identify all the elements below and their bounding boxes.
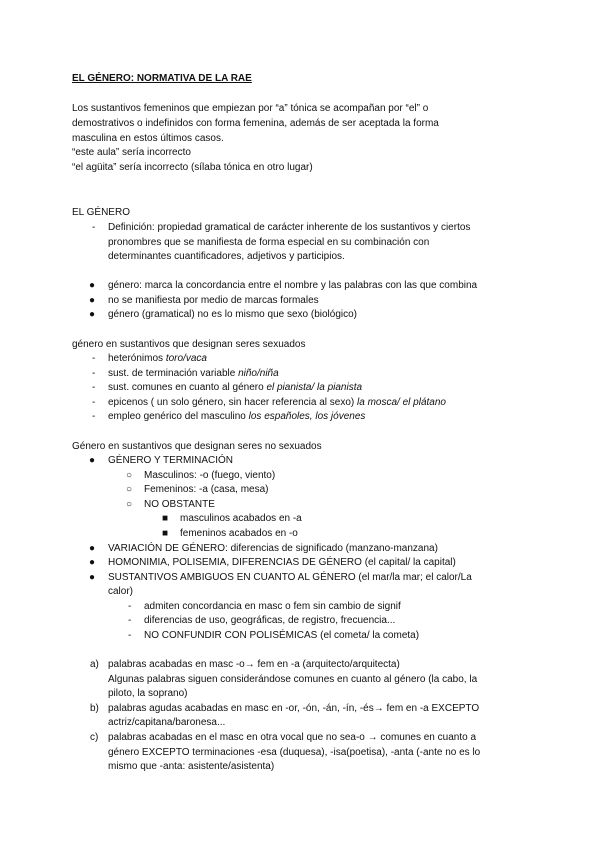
list-item: mismo que -anta: asistente/asistenta) <box>108 761 275 772</box>
list-item: género EXCEPTO terminaciones -esa (duquesa), -isa(poetisa), -anta (-ante no es lo <box>108 747 481 758</box>
bullet-icon: ● <box>89 295 96 306</box>
circle-bullet-icon: ○ <box>126 484 133 495</box>
bullet-icon: ● <box>89 280 96 291</box>
list-marker-b: b) <box>90 703 99 714</box>
circle-bullet-icon: ○ <box>126 499 133 510</box>
list-item: palabras acabadas en el masc en otra vocal que no sea-o → comunes en cuanto a <box>108 732 477 743</box>
square-bullet-icon: ■ <box>162 528 169 539</box>
dash-marker: - <box>92 382 96 393</box>
bullet-icon: ● <box>89 572 96 583</box>
list-item: Femeninos: -a (casa, mesa) <box>144 484 269 495</box>
bullet-icon: ● <box>89 455 96 466</box>
page-title: EL GÉNERO: NORMATIVA DE LA RAE <box>72 73 252 84</box>
dash-marker: - <box>92 353 96 364</box>
dash-marker: - <box>92 222 96 233</box>
bullet-icon: ● <box>89 557 96 568</box>
intro-line: Los sustantivos femeninos que empiezan por “a” tónica se acompañan por “el” o <box>72 103 429 114</box>
intro-line: “el agüita” sería incorrecto (sílaba tónica en otro lugar) <box>72 162 313 173</box>
dash-marker: - <box>92 397 96 408</box>
list-item: GÉNERO Y TERMINACIÓN <box>108 455 234 466</box>
section-heading: EL GÉNERO <box>72 207 130 218</box>
list-item: heterónimos toro/vaca <box>108 353 207 364</box>
list-item: Algunas palabras siguen considerándose comunes en cuanto al género (la cabo, la <box>108 674 478 685</box>
list-item: empleo genérico del masculino los españoles, los jóvenes <box>108 411 366 422</box>
list-marker-a: a) <box>90 659 99 670</box>
list-item: piloto, la soprano) <box>108 688 188 699</box>
intro-line: “este aula” sería incorrecto <box>72 147 191 158</box>
bullet-icon: ● <box>89 309 96 320</box>
list-item: palabras agudas acabadas en masc en -or, -ón, -án, -ín, -és→ fem en -a EXCEPTO <box>108 703 480 714</box>
list-item: Masculinos: -o (fuego, viento) <box>144 470 276 481</box>
list-item: HOMONIMIA, POLISEMIA, DIFERENCIAS DE GÉNERO (el capital/ la capital) <box>108 557 456 568</box>
list-item: SUSTANTIVOS AMBIGUOS EN CUANTO AL GÉNERO (el mar/la mar; el calor/La <box>108 572 472 583</box>
dash-marker: - <box>92 411 96 422</box>
list-item: diferencias de uso, geográficas, de registro, frecuencia... <box>144 615 396 626</box>
list-item: NO CONFUNDIR CON POLISÉMICAS (el cometa/ la cometa) <box>144 630 420 641</box>
list-item: NO OBSTANTE <box>144 499 215 510</box>
definition-line: determinantes cuantificadores, adjetivos y participios. <box>108 251 345 262</box>
list-item: actriz/capitana/baronesa... <box>108 717 226 728</box>
list-item: género (gramatical) no es lo mismo que sexo (biológico) <box>108 309 358 320</box>
list-item: femeninos acabados en -o <box>180 528 298 539</box>
definition-line: pronombres que se manifiesta de forma especial en su combinación con <box>108 237 430 248</box>
list-item: no se manifiesta por medio de marcas formales <box>108 295 319 306</box>
dash-marker: - <box>92 368 96 379</box>
list-item: masculinos acabados en -a <box>180 513 302 524</box>
intro-line: masculina en estos últimos casos. <box>72 133 224 144</box>
intro-line: demostrativos o indefinidos con forma femenina, además de ser aceptada la forma <box>72 118 439 129</box>
list-item: género: marca la concordancia entre el nombre y las palabras con las que combina <box>108 280 478 291</box>
list-item: palabras acabadas en masc -o→ fem en -a (arquitecto/arquitecta) <box>108 659 400 670</box>
section-heading: Género en sustantivos que designan seres no sexuados <box>72 441 322 452</box>
circle-bullet-icon: ○ <box>126 470 133 481</box>
dash-marker: - <box>128 615 132 626</box>
list-item: sust. de terminación variable niño/niña <box>108 368 279 379</box>
list-item: sust. comunes en cuanto al género el pianista/ la pianista <box>108 382 363 393</box>
list-item: admiten concordancia en masc o fem sin cambio de signif <box>144 601 401 612</box>
definition-line: Definición: propiedad gramatical de carácter inherente de los sustantivos y ciertos <box>108 222 471 233</box>
list-item: VARIACIÓN DE GÉNERO: diferencias de significado (manzano-manzana) <box>108 543 438 554</box>
bullet-icon: ● <box>89 543 96 554</box>
list-marker-c: c) <box>90 732 99 743</box>
square-bullet-icon: ■ <box>162 513 169 524</box>
list-item: epicenos ( un solo género, sin hacer referencia al sexo) la mosca/ el plátano <box>108 397 446 408</box>
dash-marker: - <box>128 630 132 641</box>
section-heading: género en sustantivos que designan seres sexuados <box>72 339 306 350</box>
list-item: calor) <box>108 586 134 597</box>
dash-marker: - <box>128 601 132 612</box>
